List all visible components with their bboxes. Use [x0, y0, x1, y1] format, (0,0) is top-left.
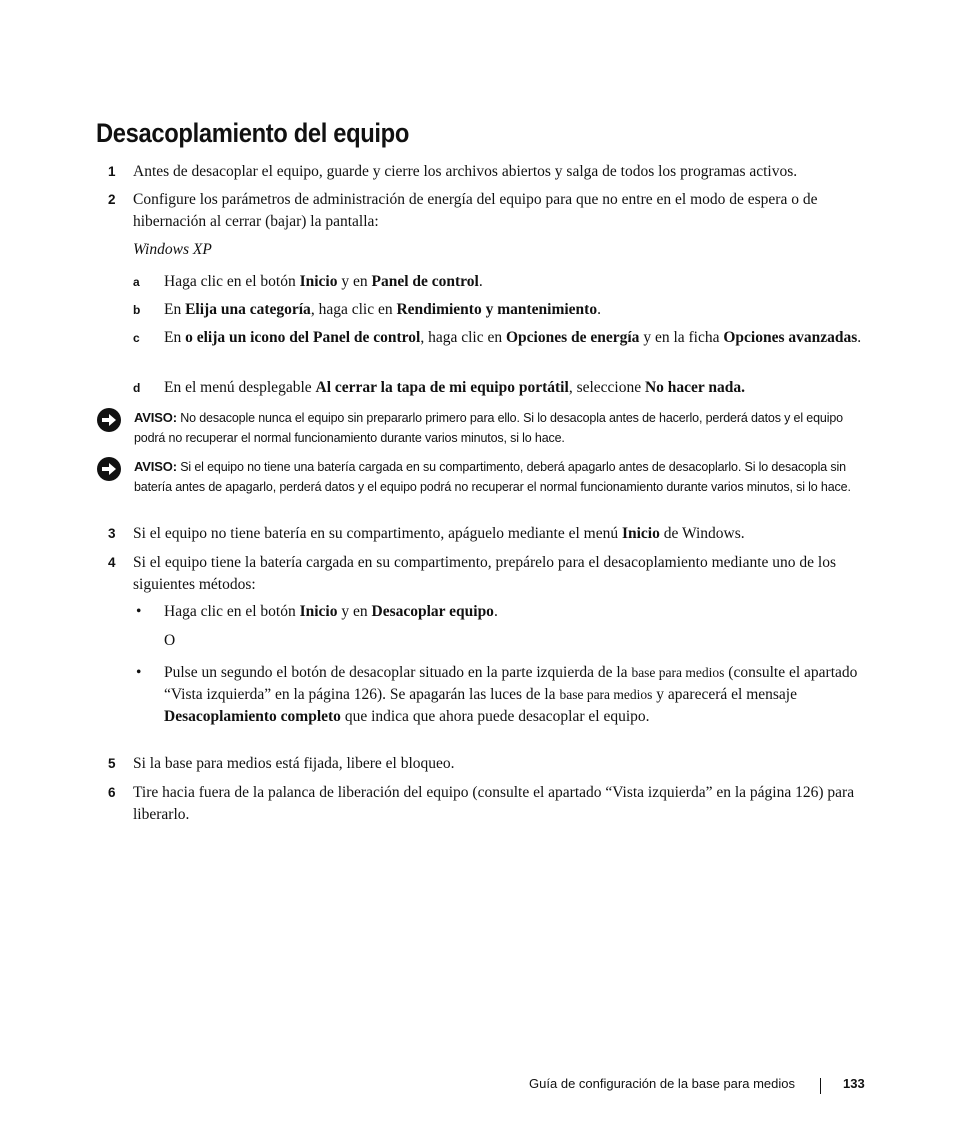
or-separator: O — [164, 632, 176, 649]
substep-letter: b — [133, 303, 141, 317]
notice-arrow-icon — [97, 408, 121, 432]
step-text: Tire hacia fuera de la palanca de liberación del equipo (consulte el apartado “Vista izquierda” en la página 126) para liberarlo. — [133, 784, 855, 823]
notice-text: AVISO: Si el equipo no tiene una batería cargada en su compartimento, deberá apagarlo antes de desacoplarlo. Si lo desacopla sin batería antes de apagarlo, perderá datos y el equipo podrá no recuperar el normal funcionamiento durante varios minutos, si lo hace. — [134, 459, 851, 494]
step-number: 4 — [108, 555, 116, 570]
substep-text: En o elija un icono del Panel de control, haga clic en Opciones de energía y en la ficha Opciones avanzadas. — [164, 329, 862, 346]
step-number: 2 — [108, 192, 116, 207]
substep-text: En Elija una categoría, haga clic en Rendimiento y mantenimiento. — [164, 301, 601, 318]
os-label: Windows XP — [133, 241, 212, 258]
step-text: Si el equipo tiene la batería cargada en su compartimento, prepárelo para el desacoplamiento mediante uno de los siguientes métodos: — [133, 554, 836, 593]
step-number: 1 — [108, 164, 116, 179]
step-text: Configure los parámetros de administración de energía del equipo para que no entre en el modo de espera o de hibernación al cerrar (bajar) la pantalla: — [133, 191, 818, 230]
notice-arrow-icon — [97, 457, 121, 481]
substep-letter: a — [133, 275, 140, 289]
step-number: 5 — [108, 756, 116, 771]
bullet-text: Pulse un segundo el botón de desacoplar situado en la parte izquierda de la base para medios (consulte el apartado “Vista izquierda” en la página 126). Se apagarán las luces de la base para medios y aparecerá el mensaje Desacoplamiento completo que indica que ahora puede desacoplar el equipo. — [164, 664, 858, 725]
bullet-mark: • — [136, 603, 142, 620]
step-text: Antes de desacoplar el equipo, guarde y cierre los archivos abiertos y salga de todos los programas activos. — [133, 163, 798, 180]
footer-divider — [820, 1078, 821, 1094]
bullet-mark: • — [136, 664, 142, 681]
substep-text: Haga clic en el botón Inicio y en Panel de control. — [164, 273, 483, 290]
step-text: Si el equipo no tiene batería en su compartimento, apáguelo mediante el menú Inicio de Windows. — [133, 525, 745, 542]
page-title: Desacoplamiento del equipo — [96, 118, 409, 148]
notice-label: AVISO: — [134, 459, 177, 474]
step-number: 6 — [108, 785, 116, 800]
step-number: 3 — [108, 526, 116, 541]
footer-title: Guía de configuración de la base para medios — [529, 1076, 795, 1091]
page-number: 133 — [843, 1076, 865, 1091]
substep-text: En el menú desplegable Al cerrar la tapa de mi equipo portátil, seleccione No hacer nada. — [164, 379, 746, 396]
notice-text: AVISO: No desacople nunca el equipo sin prepararlo primero para ello. Si lo desacopla antes de hacerlo, perderá datos y el equipo podrá no recuperar el normal funcionamiento durante varios minutos, si lo hace. — [134, 410, 843, 445]
substep-letter: c — [133, 331, 140, 345]
substep-letter: d — [133, 381, 141, 395]
bullet-text: Haga clic en el botón Inicio y en Desacoplar equipo. — [164, 603, 498, 620]
notice-label: AVISO: — [134, 410, 177, 425]
step-text: Si la base para medios está fijada, libere el bloqueo. — [133, 755, 455, 772]
